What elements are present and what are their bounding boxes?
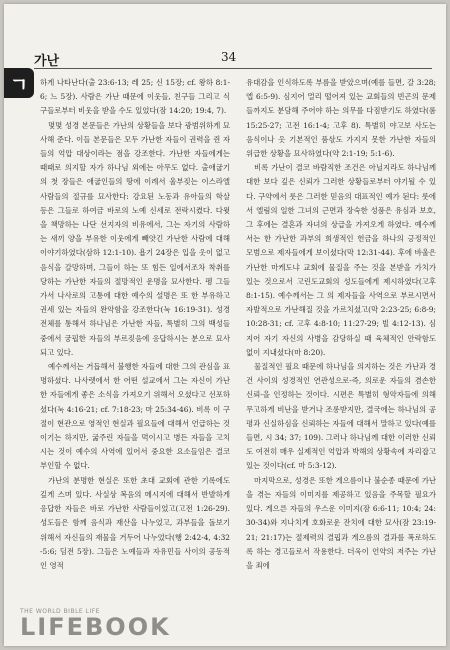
watermark-logo-text: LIFEBOOK [20, 613, 171, 641]
page-number: 34 [221, 50, 237, 64]
paragraph: 유대감을 인식하도록 부름을 받았으며(예를 들면, 갈 3:28; 엡 6:5-9). 심지어 멀리 떨어져 있는 교회들의 빈곤의 문제들까지도 분담해 주어야 하는 의무를 다짐받기도 하였다(롬 15:25-27; 고전 16:1-4; 고후 8). 특별히 야고보 사도는 음식이나 옷 기본적인 품삯도 가지지 못한 가난한 자들의 위급한 상황을 묘사하였다(약 2:1-19; 5:1-6). [246, 78, 436, 159]
paragraph: 물질적인 필요 때문에 하나님을 의지하는 것은 가난과 경건 사이의 성경적인 연관성으로-즉, 의로운 자들의 겸손한 신뢰-을 인정하는 것이다. 시편은 특별히 형악자들에 의해 무고하게 비난을 받거나 조롱받지만, 결국에는 하나님의 공평과 신실하심을 신뢰하는 자들에 대해서 말하고 있다(예를 들면, 시 34; 37; 109). 그러나 하나님께 대한 이러한 신뢰도 여전히 매우 실제적인 억압과 박해의 상황속에 자리잡고 있는 것이다(cf. 마 5:3-12). [246, 362, 436, 471]
running-title: 가난 [34, 54, 60, 69]
paragraph: 하게 나타난다(출 23:6-13; 레 25; 신 15장; cf. 왕하 8:1-6; 느 5장). 사람은 가난 때문에 이웃들, 친구들 그리고 식구들로부터 비웃을 받을 수도 있었다(잠 14:20; 19:4, 7). [40, 78, 230, 116]
book-page [4, 4, 446, 646]
chapter-thumb-tab: ㄱ [4, 68, 34, 98]
paragraph: 마지막으로, 성경은 또한 게으름이나 불순종 때문에 가난을 겪는 자들의 이미지를 제공하고 있음을 주목할 필요가 있다. 게으른 자들의 우스운 이미지(잠 6:6-11; 10:4; 24:30-34)와 지나치게 호화로운 잔치에 대한 묘사(잠 23:19-21; 21:17)는 절제력의 결핍과 게으름의 결과를 폭로하도록 하는 경고들로서 작용한다. 더욱이 언약의 저주는 가난을 죄에 [246, 475, 436, 570]
header-rule [34, 68, 432, 69]
watermark-small-text: THE WORLD BIBLE LIFE [20, 608, 100, 615]
paragraph: 예수께서는 거듭해서 불행한 자들에 대한 그의 관심을 표명하셨다. 나사렛에서 한 어떤 설교에서 그는 자신이 가난한 자들에게 좋은 소식을 가져오기 위해서 오셨다고 선포하셨다(눅 4:16-21; cf. 7:18-23; 마 25:34-46). 비록 이 구절이 현관으로 영적인 현실과 필요들에 대해서 언급하는 것이기는 하지만, 굶주린 자들을 먹이시고 병든 자들을 고치시는 것이 예수의 사역에 있어서 중요한 요소들임은 결코 부인할 수 없다. [40, 362, 230, 471]
right-column [246, 76, 436, 644]
paragraph: 가난의 분명한 현실은 또한 초대 교회에 관한 기록에도 깊게 스며 있다. 사실상 복음의 메시지에 대해서 반발하게 응답한 자들은 바로 가난한 사람들이었고(고전 1:26-29). 성도들은 함께 음식과 재산을 나누었고, 과부들을 돌보기 위해서 자신들의 재물을 거두어 나누었다(행 2:42-4, 4:32-5:6; 딤전 5장). 그들은 노예들과 자유민들 사이의 공동적인 영적 [40, 475, 230, 570]
left-column [40, 76, 230, 644]
paragraph: 몇몇 성경 본문들은 가난의 상황들을 보다 광범위하게 묘사해 준다. 이들 본문들은 모두 가난한 자들이 권력을 쥔 자들의 억압 대상이라는 점을 강조한다. 가난한 자들에게는 때때로 의지할 자가 하나님 외에는 아무도 없다. 출애굽기의 첫 장들은 애굽인들의 땅에 이례서 울부짖는 이스라엘 사람들의 절규를 묘사한다: 강요된 노동과 유아들의 학살 등은 그들로 하여금 바로의 노예 신세로 전락시켰다. 다윗을 책망하는 나단 선지자의 비유에서, 그는 자기의 사람하는 새끼 양을 부유한 이웃에게 빼앗긴 가난한 사람에 대해 이야기하였다(삼하 12:1-10). 욥기 24장은 입을 옷이 없고 음식을 갈망하며, 그들이 하는 또 힘든 일에서조차 착취를 당하는 가난한 자들의 절망적인 운명을 묘사한다. 펭 그들 가서 나사로의 고통에 대한 예수의 설명은 또 한 부유하고 권세 있는 자들의 완악함을 강조한다(눅 16:19-31). 성경 전체를 통해서 하나님은 가난한 자들, 특별히 그의 백성들 중에서 궁핍한 자들의 부르짖음에 응답하시는 분으로 묘사되고 있다. [40, 120, 230, 357]
lifebook-watermark [20, 608, 171, 639]
paragraph: 비록 가난이 결코 바람직한 조건은 아닐지라도 하나님께 대한 보다 깊은 신뢰가 그러한 상황들로부터 야기될 수 있다. 구약에서 룻은 그러한 믿음의 대표적인 예가 된다: 룻에서 엘림의 일한 그녀의 근면과 장숙한 성품은 유심과 보호, 그 후에는 결혼과 자녀의 상급을 가져오게 하였다. 예수께서는 한 가난한 과부의 희생적인 헌금을 하나의 긍정적인 모범으로 제자들에게 보이셨다(막 12:31-44). 후에 바울은 가난한 마케도냐 교회에 물질을 주는 것을 본받을 가치가 있는 것으로서 고린도교회의 성도들에게 제시하였다(고후 8:1-15). 예수께서는 그 의 제자들을 사역으로 부르시면서 자발적으로 가난해질 것을 가르치셨고(막 2:23-25; 6:8-9; 10:28-31; cf. 고후 4:8-10; 11:27-29; 빌 4:12-13). 심지어 자기 자신의 사병을 감당하실 때 육체적인 안락함도 없이 지내셨다(마 8:20). [246, 163, 436, 357]
text-columns [40, 76, 436, 644]
